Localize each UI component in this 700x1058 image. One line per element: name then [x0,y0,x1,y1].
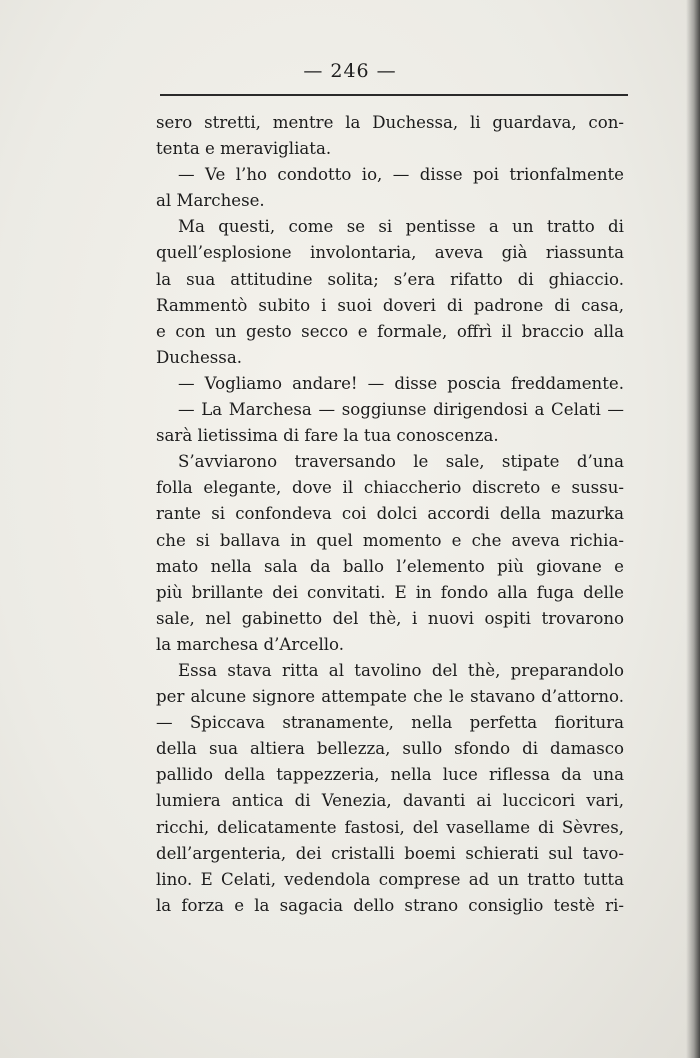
text-line: la marchesa d’Arcello. [156,634,345,654]
page-edge-shadow [686,0,700,1058]
text-line: folla elegante, dove il chiaccherio discreto e sussu- [156,478,624,498]
text-line: Rammentò subito i suoi doveri di padrone di casa, [156,295,624,315]
text-line: la sua attitudine solita; s’era rifatto di ghiaccio. [156,269,624,289]
text-line: mato nella sala da ballo l’elemento più giovane e [156,556,624,576]
text-line: della sua altiera bellezza, sullo sfondo di damasco [156,739,624,759]
page-body [156,110,624,919]
page-number: — 246 — [303,60,397,82]
text-line: più brillante dei convitati. E in fondo alla fuga delle [156,582,624,602]
text-line: lino. E Celati, vedendola comprese ad un tratto tutta [156,869,624,889]
text-line: la forza e la sagacia dello strano consiglio testè ri- [156,895,624,915]
text-line: tenta e meravigliata. [156,139,332,159]
text-line: Ma questi, come se si pentisse a un tratto di [178,217,624,237]
text-line: — Spiccava stranamente, nella perfetta fioritura [156,713,624,733]
text-line: sero stretti, mentre la Duchessa, li guardava, con- [156,113,624,132]
text-line: Essa stava ritta al tavolino del thè, preparandolo [178,660,624,680]
text-line: rante si confondeva coi dolci accordi della mazurka [156,504,624,524]
text-line: S’avviarono traversando le sale, stipate d’una [178,452,624,472]
text-line: sarà lietissima di fare la tua conoscenza. [156,426,499,446]
text-line: quell’esplosione involontaria, aveva già riassunta [156,243,624,263]
text-line: dell’argenteria, dei cristalli boemi schierati sul tavo- [156,843,624,863]
text-line: ricchi, delicatamente fastosi, del vasellame di Sèvres, [156,817,624,837]
text-line: Duchessa. [156,347,242,367]
text-line: e con un gesto secco e formale, offrì il braccio alla [156,321,624,341]
text-line: — Vogliamo andare! — disse poscia freddamente. [178,373,624,393]
text-line: al Marchese. [156,191,265,211]
header-rule [160,94,628,96]
text-line: — Ve l’ho condotto io, — disse poi trionfalmente [178,165,624,185]
text-line: pallido della tappezzeria, nella luce riflessa da una [156,765,624,785]
text-line: che si ballava in quel momento e che aveva richia- [156,530,624,550]
text-line: sale, nel gabinetto del thè, i nuovi ospiti trovarono [156,608,624,628]
text-line: per alcune signore attempate che le stavano d’attorno. [156,687,624,707]
text-line: — La Marchesa — soggiunse dirigendosi a Celati — [178,400,624,420]
text-line: lumiera antica di Venezia, davanti ai luccicori vari, [156,791,624,811]
